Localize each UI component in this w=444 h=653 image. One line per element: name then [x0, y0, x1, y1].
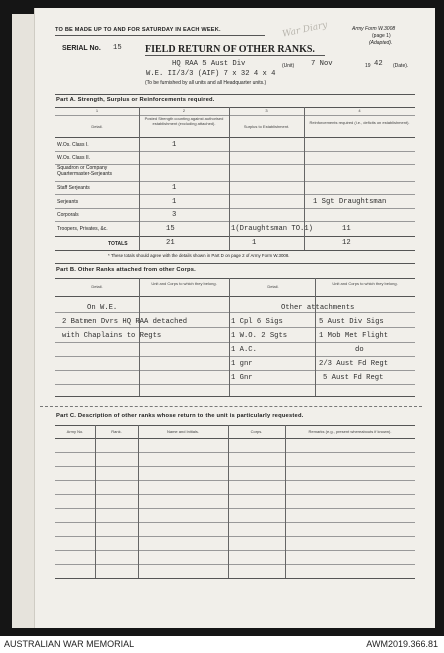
col-number-rule: [55, 115, 415, 116]
part-b-row-rule: [55, 342, 415, 343]
part-b-col-detail: Detail.: [91, 284, 103, 289]
row-label-sgts: Serjeants: [57, 199, 79, 205]
part-c-col-divider: [228, 425, 229, 578]
top-note-underline: [55, 35, 265, 36]
underlying-page: [12, 14, 34, 628]
unit-name: HQ RAA 5 Aust Div: [172, 60, 246, 68]
part-c-header-rule: [55, 438, 415, 439]
part-c-col-name: Name and Initials.: [166, 429, 199, 434]
col-number-4: 4: [358, 108, 361, 113]
total-reinforcements: 12: [342, 239, 351, 247]
row-rule: [55, 164, 415, 165]
row-rule: [55, 151, 415, 152]
adapted-note: (Adapted).: [369, 40, 393, 46]
page-note: (page 1): [372, 33, 391, 39]
part-a-title: Part A. Strength, Surplus or Reinforcements required.: [56, 97, 215, 103]
part-c-col-divider: [285, 425, 286, 578]
perforation-line: [40, 406, 422, 407]
part-b-right-detail-1: 1 Cpl 6 Sigs: [231, 318, 283, 326]
part-b-col-unit: Unit and Corps to which they belong.: [151, 281, 217, 286]
title-underline: [145, 55, 325, 56]
part-b-row-rule: [55, 384, 415, 385]
part-b-right-detail-3: 1 A.C.: [231, 346, 257, 354]
total-surplus: 1: [252, 239, 257, 247]
part-b-table-top: [55, 278, 415, 279]
row-label-staff-sgts: Staff Serjeants: [57, 185, 90, 191]
row-posted-wo1: 1: [172, 141, 177, 149]
part-b-right-unit-4: 2/3 Aust Fd Regt: [319, 360, 389, 368]
part-b-header-rule: [55, 296, 415, 297]
part-a-col-divider: [229, 107, 230, 250]
part-b-row-rule: [55, 312, 415, 313]
part-b-row-rule: [55, 327, 415, 328]
part-c-row-rule: [55, 536, 415, 537]
serial-label: SERIAL No.: [62, 45, 101, 52]
total-posted: 21: [166, 239, 175, 247]
row-reinf-troopers: 11: [342, 225, 351, 233]
top-note: TO BE MADE UP TO AND FOR SATURDAY IN EACH WEEK.: [55, 27, 221, 33]
part-c-col-rank: Rank.: [111, 429, 122, 434]
part-c-bottom-rule: [55, 578, 415, 579]
part-b-right-detail-2: 1 W.O. 2 Sgts: [231, 332, 288, 340]
part-a-header-rule: [55, 137, 415, 138]
part-c-row-rule: [55, 494, 415, 495]
part-b-right-unit-1: 5 Aust Div Sigs: [319, 318, 384, 326]
part-b-right-unit-3: do: [355, 346, 364, 354]
part-c-table-top: [55, 425, 415, 426]
archive-name: AUSTRALIAN WAR MEMORIAL: [4, 639, 135, 649]
part-c-row-rule: [55, 480, 415, 481]
col-number-2: 2: [182, 108, 186, 113]
part-c-row-rule: [55, 550, 415, 551]
part-c-col-divider: [138, 425, 139, 578]
row-rule: [55, 208, 415, 209]
row-rule: [55, 221, 415, 222]
row-label-troopers: Troopers, Privates, &c.: [57, 226, 108, 232]
row-posted-troopers: 15: [166, 225, 175, 233]
col-header-surplus: Surplus to Establishment.: [243, 124, 290, 129]
part-b-col-divider: [315, 278, 316, 396]
unit-label: (Unit): [282, 63, 295, 69]
part-c-row-rule: [55, 452, 415, 453]
totals-footnote: * These totals should agree with the details shown in Part D on page 2 of Army Form W.3008.: [108, 253, 290, 258]
form-title: FIELD RETURN OF OTHER RANKS.: [145, 44, 315, 55]
row-label-wo2: W.Os. Class II.: [57, 155, 91, 161]
part-b-right-detail-4: 1 gnr: [231, 360, 253, 368]
part-b-right-detail-5: 1 Gnr: [231, 374, 253, 382]
serial-number: 15: [113, 44, 122, 52]
war-establishment: W.E. II/3/3 (AIF) 7 x 32 4 x 4: [146, 70, 276, 78]
row-posted-sgts: 1: [172, 198, 177, 206]
part-a-col-divider: [304, 107, 305, 250]
part-b-col-divider: [229, 278, 230, 396]
part-b-bottom-rule: [55, 396, 415, 397]
row-label-wo1: W.Os. Class I.: [57, 142, 89, 148]
part-b-right-unit-2: 1 Mob Met Flight: [319, 332, 389, 340]
part-b-left-line-1: On W.E.: [87, 304, 118, 312]
col-header-reinforcements: Reinforcements required (i.e., deficits on establishment).: [309, 120, 410, 125]
totals-label: TOTALS: [108, 241, 128, 247]
part-c-title: Part C. Description of other ranks whose return to the unit is particularly requested.: [56, 413, 304, 419]
part-b-row-rule: [55, 370, 415, 371]
col-number-3: 3: [265, 108, 268, 113]
date-label: (Date).: [393, 63, 409, 69]
part-c-col-army-no: Army No.: [66, 429, 84, 434]
part-b-title: Part B. Other Ranks attached from other Corps.: [56, 267, 196, 273]
part-b-col-unit-2: Unit and Corps to which they belong.: [332, 281, 398, 286]
part-c-row-rule: [55, 508, 415, 509]
archive-reference: AWM2019.366.81: [366, 639, 438, 649]
part-c-col-divider: [95, 425, 96, 578]
army-form-number: Army Form W.3008: [352, 26, 396, 32]
col-header-posted: Posted Strength counting against authorised establishment (excluding attached).: [144, 116, 224, 126]
furnish-note: (To be furnished by all units and all Headquarter units.): [145, 80, 267, 86]
row-surplus-troopers: 1(Draughtsman TO.1): [231, 225, 313, 233]
year-prefix: 19: [365, 63, 371, 69]
part-c-col-corps: Corps.: [250, 429, 263, 434]
handwritten-annotation: War Diary: [281, 20, 329, 40]
part-c-col-remarks: Remarks (e.g., present whereabouts if known).: [308, 429, 392, 434]
return-year: 42: [374, 60, 383, 68]
part-b-right-heading: Other attachments: [281, 304, 355, 312]
return-date: 7 Nov: [311, 60, 333, 68]
row-posted-staff-sgts: 1: [172, 184, 177, 192]
part-b-left-line-3: with Chaplains to Regts: [62, 332, 162, 340]
row-posted-cpls: 3: [172, 211, 177, 219]
part-b-right-unit-5: 5 Aust Fd Regt: [323, 374, 384, 382]
col-number-1: 1: [95, 108, 99, 113]
part-b-left-line-2: 2 Batmen Dvrs HQ RAA detached: [62, 318, 188, 326]
row-rule: [55, 194, 415, 195]
part-a-table-top: [55, 107, 415, 108]
row-label-cpls: Corporals: [57, 212, 79, 218]
part-c-row-rule: [55, 564, 415, 565]
part-a-col-divider: [139, 107, 140, 250]
archive-footer: [0, 636, 444, 653]
totals-bottom-rule: [55, 250, 415, 251]
col-header-detail: Detail.: [91, 124, 103, 129]
part-c-row-rule: [55, 522, 415, 523]
part-a-top-rule: [55, 94, 415, 95]
part-b-top-rule: [55, 263, 415, 264]
row-label-cqms: Squadron or Company Quartermaster-Serjeants: [57, 165, 113, 177]
row-rule: [55, 181, 415, 182]
row-reinf-sgts: 1 Sgt Draughtsman: [313, 198, 387, 206]
part-c-row-rule: [55, 466, 415, 467]
part-b-row-rule: [55, 356, 415, 357]
totals-top-rule: [55, 236, 415, 237]
part-b-col-detail-2: Detail.: [267, 284, 279, 289]
